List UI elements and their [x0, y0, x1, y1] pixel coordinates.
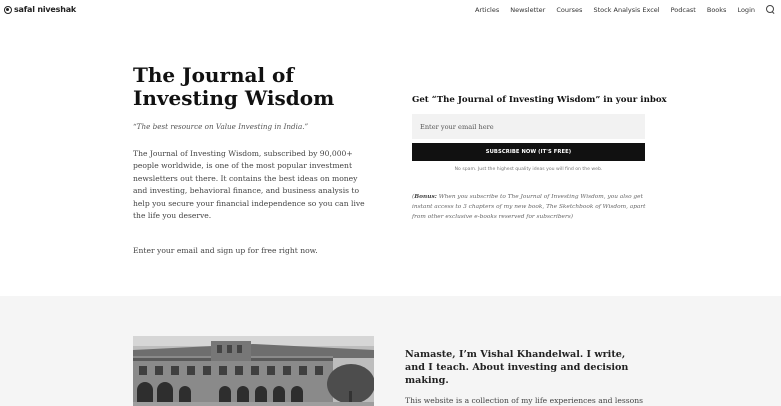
signup-form-title: Get “The Journal of Investing Wisdom” in your inbox: [412, 95, 667, 105]
about-section: [0, 296, 781, 406]
about-text: This website is a collection of my life experiences and lessons: [405, 396, 643, 405]
nav-articles[interactable]: Articles: [474, 5, 500, 14]
email-field[interactable]: [412, 114, 645, 139]
about-heading: Namaste, I’m Vishal Khandelwal. I write, and I teach. About investing and decision making.: [405, 349, 629, 386]
campus-building-image: [133, 336, 374, 406]
nav-stock-analysis-excel[interactable]: Stock Analysis Excel: [593, 5, 660, 14]
nav-newsletter[interactable]: Newsletter: [510, 5, 546, 14]
campus-photo: [133, 336, 374, 406]
page-title: The Journal of Investing Wisdom: [133, 63, 335, 110]
logo-text: safal niveshak: [14, 5, 77, 14]
no-spam-note: No spam. Just the highest quality ideas you will find on the web.: [454, 167, 603, 172]
logo-icon: [4, 6, 12, 14]
hero-quote: “The best resource on Value Investing in India.”: [133, 122, 309, 131]
top-navigation-bar: [0, 0, 781, 20]
nav-courses[interactable]: Courses: [556, 5, 583, 14]
hero-description: The Journal of Investing Wisdom, subscribed by 90,000+ people worldwide, is one of the most popular investment newsletters out there. It contains the best ideas on money and investing, behavioral finance, and business analysis to help you secure your financial independence so you can live the life you deserve.: [133, 149, 365, 221]
search-icon[interactable]: [766, 5, 775, 14]
hero-cta-text: Enter your email and sign up for free right now.: [133, 246, 318, 255]
main-nav: [475, 5, 775, 14]
bonus-text: When you subscribe to The Journal of Investing Wisdom, you also get instant access to 3 chapters of my new book, The Sketchbook of Wisdom, apart from other exclusive e-books reserved for subscribers): [412, 194, 646, 221]
subscribe-button[interactable]: SUBSCRIBE NOW (IT'S FREE): [412, 143, 645, 161]
nav-books[interactable]: Books: [706, 5, 727, 14]
site-logo[interactable]: [4, 5, 76, 14]
bonus-note: (Bonus: When you subscribe to The Journal of Investing Wisdom, you also get instant access to 3 chapters of my new book, The Sketchbook of Wisdom, apart from other exclusive e-books reserved for subscribers): [412, 194, 646, 221]
nav-podcast[interactable]: Podcast: [670, 5, 696, 14]
nav-login[interactable]: Login: [737, 5, 755, 14]
bonus-label: Bonus:: [414, 194, 437, 200]
